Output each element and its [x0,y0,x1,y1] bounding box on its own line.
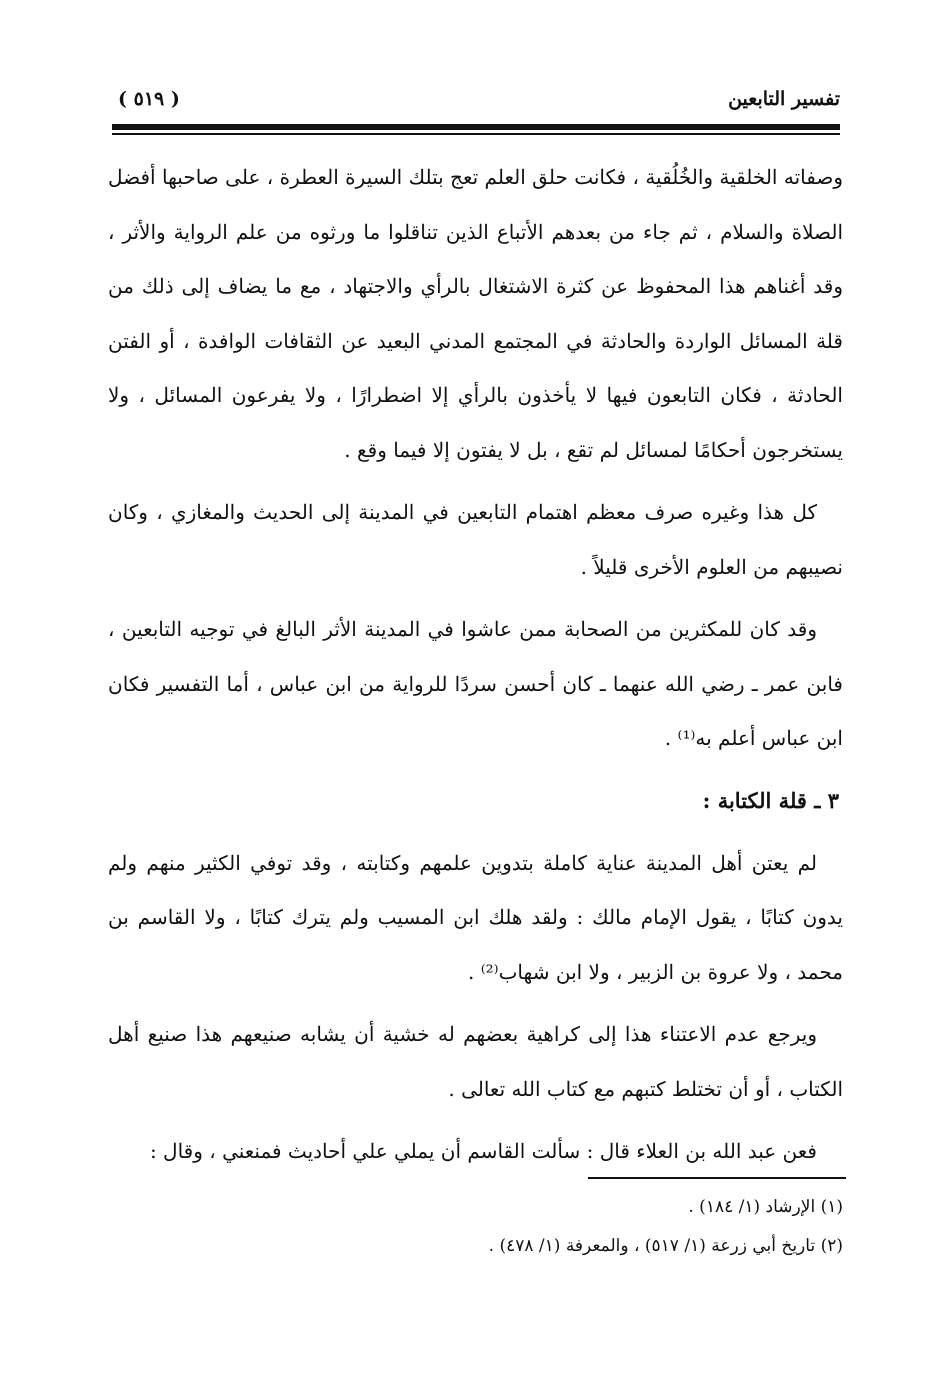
paragraph: كل هذا وغيره صرف معظم اهتمام التابعين في المدينة إلى الحديث والمغازي ، وكان نصيبهم من العلوم الأخرى قليلاً . [108,500,843,579]
paragraph: وقد كان للمكثرين من الصحابة ممن عاشوا في المدينة الأثر البالغ في توجيه التابعين ، فابن عمر ـ رضي الله عنهما ـ كان أحسن سردًا للرواية من ابن عباس ، أما التفسير فكان ابن عباس أعلم به⁽¹⁾ . [108,617,843,750]
footnote-1: (١) الإرشاد (١/ ١٨٤) . [688,1197,843,1217]
paragraph-gap [108,828,843,836]
paragraph-gap [108,594,843,602]
running-header [112,88,840,118]
paragraph-gap [108,999,843,1007]
paragraph-gap [108,766,843,774]
paragraph-continued: وصفاته الخلقية والخُلُقية ، فكانت حلق العلم تعج بتلك السيرة العطرة ، على صاحبها أفضل الصلاة والسلام ، ثم جاء من بعدهم الأتباع الذين تناقلوا ما ورثوه من علم الرواية والأثر ، وقد أغناهم هذا المحفوظ عن كثرة الاشتغال بالرأي والاجتهاد ، مع ما يضاف إلى ذلك من قلة المسائل الواردة والحادثة في المجتمع المدني البعيد عن الثقافات الوافدة ، أو الفتن الحادثة ، فكان التابعون فيها لا يأخذون بالرأي إلا اضطرارًا ، ولا يفرعون المسائل ، ولا يستخرجون أحكامًا لمسائل لم تقع ، بل لا يفتون إلا فيما وقع . [108,165,843,462]
main-text [108,150,843,1179]
footnotes [108,1188,843,1266]
footnote-separator [588,1177,846,1179]
header-rule-thick [112,124,840,130]
paragraph: لم يعتن أهل المدينة عناية كاملة بتدوين علمهم وكتابته ، وقد توفي الكثير منهم ولم يدون كتابًا ، يقول الإمام مالك : ولقد هلك ابن المسيب ولم يترك كتابًا ، ولا القاسم بن محمد ، ولا عروة بن الزبير ، ولا ابن شهاب⁽²⁾ . [108,850,843,984]
running-title: تفسير التابعين [728,88,840,110]
paragraph-gap [108,1116,843,1124]
page-number: ( ٥١٩ ) [118,88,180,110]
paragraph: ويرجع عدم الاعتناء هذا إلى كراهية بعضهم له خشية أن يشابه صنيعهم هذا صنيع أهل الكتاب ، أو أن تختلط كتبهم مع كتاب الله تعالى . [108,1022,843,1101]
section-heading: ٣ ـ قلة الكتابة : [702,787,839,813]
paragraph-gap [108,477,843,485]
header-rule-thin [112,133,840,135]
footnote-2: (٢) تاريخ أبي زرعة (١/ ٥١٧) ، والمعرفة (١/ ٤٧٨) . [488,1236,843,1256]
paragraph: فعن عبد الله بن العلاء قال : سألت القاسم أن يملي علي أحاديث فمنعني ، وقال : [149,1139,817,1163]
